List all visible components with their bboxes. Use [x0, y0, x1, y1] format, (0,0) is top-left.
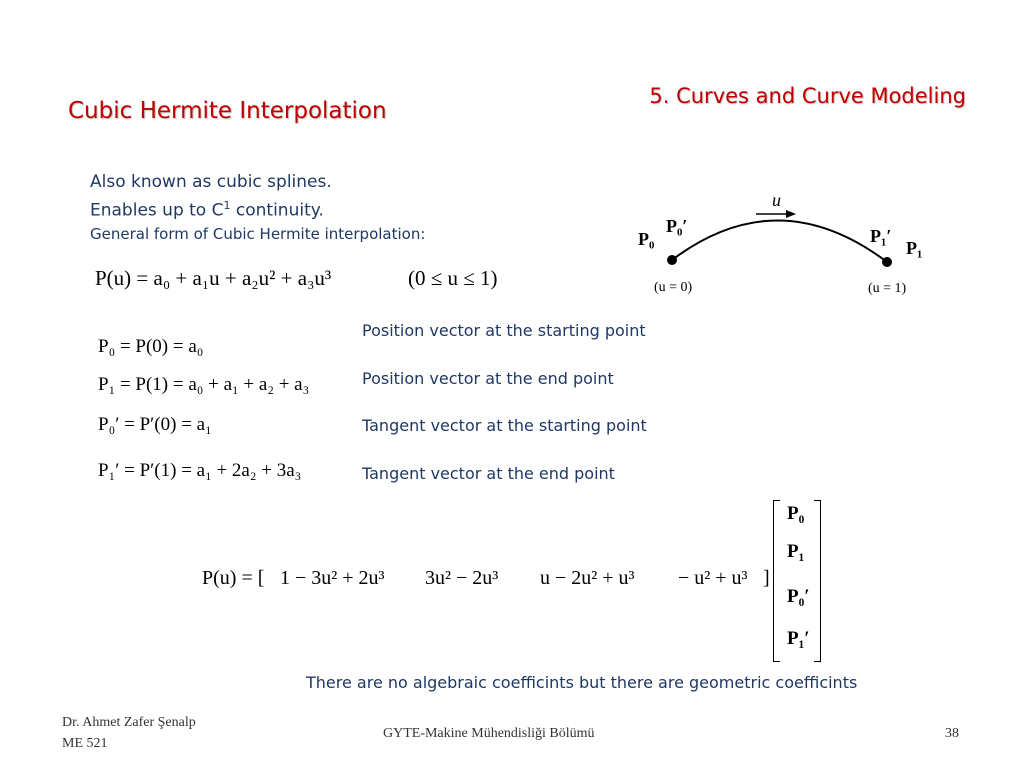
parameter-range: (0 ≤ u ≤ 1): [408, 266, 498, 290]
geometric-coefficients-note: There are no algebraic coefficints but there are geometric coefficints: [306, 673, 858, 692]
page-number: 38: [945, 726, 959, 741]
intro-line-1: Also known as cubic splines.: [90, 172, 332, 192]
note-start-position: Position vector at the starting point: [362, 321, 646, 340]
p1-label: P₁: [906, 238, 923, 258]
equation-p1-tangent: P₁′ = P′(1) = a₁ + 2a₂ + 3a₃: [98, 460, 302, 481]
general-form-equation: P(u) = a₀ + a₁u + a₂u² + a₃u³: [95, 266, 332, 290]
column-entry-p0-tangent: P₀′: [787, 586, 810, 607]
p0-tangent-label: P₀′: [666, 216, 688, 236]
column-left-bracket: [773, 500, 780, 662]
p1-tangent-label: P₁′: [870, 226, 892, 246]
equation-p0-tangent: P₀′ = P′(0) = a₁: [98, 414, 212, 435]
footer-department: GYTE-Makine Mühendisliği Bölümü: [383, 726, 595, 741]
note-start-tangent: Tangent vector at the starting point: [362, 416, 647, 435]
column-entry-p1-tangent: P₁′: [787, 628, 810, 649]
end-caption: (u = 1): [868, 281, 907, 296]
matrix-equation-lhs: P(u) = [: [202, 567, 265, 589]
curve-diagram: [620, 180, 940, 310]
intro-line-2-prefix: Enables up to C: [90, 200, 224, 221]
equation-p1: P₁ = P(1) = a₀ + a₁ + a₂ + a₃: [98, 374, 310, 395]
footer-author: Dr. Ahmet Zafer Şenalp: [62, 715, 196, 730]
intro-line-3: General form of Cubic Hermite interpolation:: [90, 225, 426, 243]
geometry-column-vector: [773, 500, 821, 660]
intro-line-2: [90, 199, 324, 221]
column-entry-p0: P₀: [787, 503, 805, 524]
footer-course: ME 521: [62, 736, 108, 751]
basis-function-3: u − 2u² + u³: [540, 567, 635, 589]
column-entry-p1: P₁: [787, 541, 805, 562]
intro-line-2-suffix: continuity.: [230, 200, 324, 221]
p0-label: P₀: [638, 229, 655, 249]
basis-function-1: 1 − 3u² + 2u³: [280, 567, 385, 589]
parameter-arrow-head: [786, 210, 796, 218]
hermite-curve: [672, 220, 887, 262]
intro-line-2-superscript: 1: [223, 199, 231, 212]
basis-function-2: 3u² − 2u³: [425, 567, 499, 589]
note-end-position: Position vector at the end point: [362, 369, 614, 388]
equation-p0: P₀ = P(0) = a₀: [98, 336, 204, 357]
note-end-tangent: Tangent vector at the end point: [362, 464, 615, 483]
end-point-marker: [882, 257, 892, 267]
chapter-title: 5. Curves and Curve Modeling: [649, 84, 966, 108]
basis-function-4: − u² + u³: [678, 567, 748, 589]
parameter-u-label: u: [772, 190, 781, 210]
start-point-marker: [667, 255, 677, 265]
column-right-bracket: [814, 500, 821, 662]
start-caption: (u = 0): [654, 280, 693, 295]
row-vector-close-bracket: ]: [763, 567, 770, 589]
slide-title: Cubic Hermite Interpolation: [68, 98, 387, 124]
